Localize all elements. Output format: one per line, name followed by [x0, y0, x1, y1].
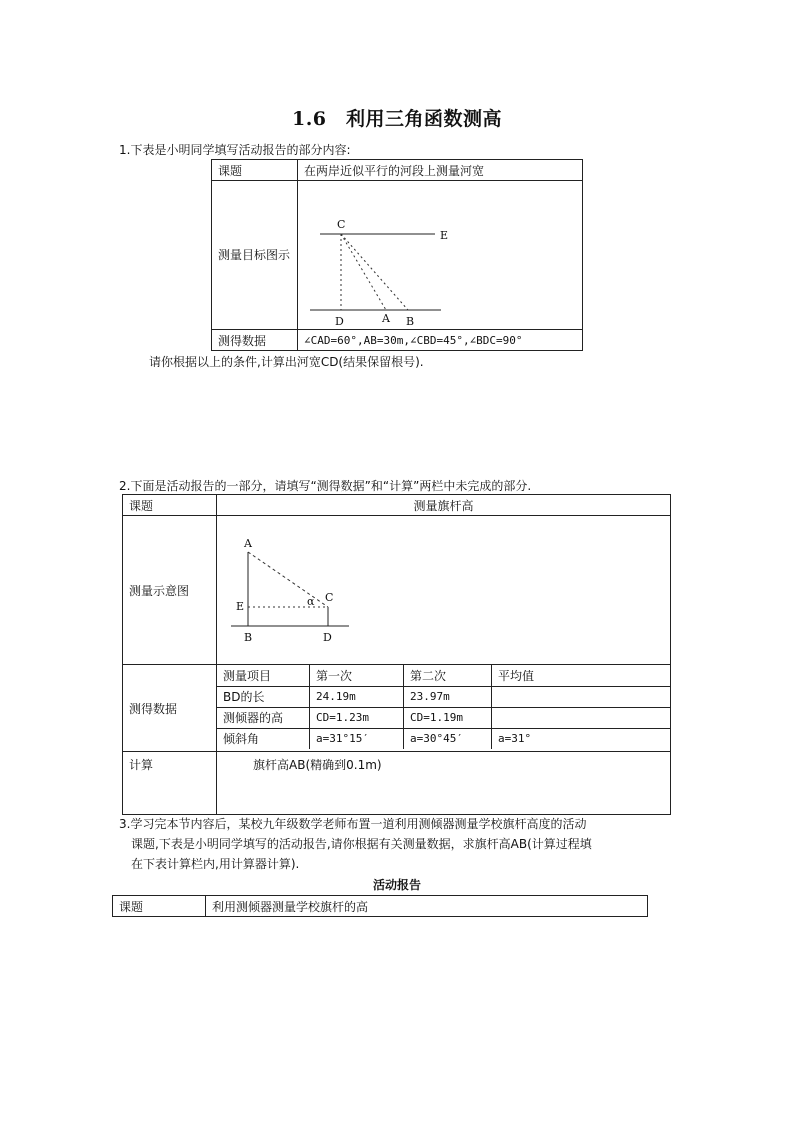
q2-row-height-average: [492, 707, 671, 728]
q2-header-average: 平均值: [492, 665, 671, 686]
q1-point-d: D: [335, 315, 344, 326]
q2-row-bd-first: 24.19m: [310, 686, 404, 707]
q2-row-bd-average: [492, 686, 671, 707]
q2-calc-label: 计算: [123, 752, 217, 815]
q1-point-e: E: [440, 229, 449, 242]
q2-data-table: [217, 665, 670, 749]
q2-row-angle-average: a=31°: [492, 728, 671, 749]
q2-line-ac: [248, 552, 328, 607]
q2-row-bd-label: BD的长: [217, 686, 310, 707]
q3-report-title: 活动报告: [372, 878, 421, 892]
q2-point-e: E: [236, 600, 245, 613]
q2-prompt: 2.下面是活动报告的一部分，请填写“测得数据”和“计算”两栏中未完成的部分.: [119, 479, 532, 493]
q1-point-a: A: [382, 312, 390, 325]
q1-question: 请你根据以上的条件,计算出河宽CD(结果保留根号).: [149, 355, 424, 369]
q2-row-bd-second: 23.97m: [404, 686, 492, 707]
q2-row-angle-label: 倾斜角: [217, 728, 310, 749]
q2-header-second: 第二次: [404, 665, 492, 686]
q3-topic-label: 课题: [113, 896, 206, 917]
q2-row-angle-first: a=31°15′: [310, 728, 404, 749]
q1-diagram-cell: [298, 181, 583, 330]
q2-angle-alpha: α: [307, 595, 315, 608]
q2-point-b: B: [244, 631, 253, 644]
q2-diagram-label: 测量示意图: [123, 516, 217, 665]
q2-row-height-second: CD=1.19m: [404, 707, 492, 728]
q1-data-value: ∠CAD=60°,AB=30m,∠CBD=45°,∠BDC=90°: [298, 330, 583, 351]
q1-line-ca: [341, 234, 386, 310]
q2-header-item: 测量项目: [217, 665, 310, 686]
q2-flagpole-diagram: [217, 516, 517, 661]
q1-diagram-label: 测量目标图示: [212, 181, 298, 330]
q1-point-b: B: [406, 315, 415, 326]
q2-point-a: A: [244, 537, 252, 550]
q1-table: [211, 159, 583, 351]
q2-calc-value: 旗杆高AB(精确到0.1m): [217, 752, 671, 815]
q3-table: [112, 895, 648, 917]
q3-topic-value: 利用测倾器测量学校旗杆的高: [206, 896, 648, 917]
q2-point-c: C: [325, 591, 334, 604]
q2-table: [122, 494, 671, 815]
q2-row-height-first: CD=1.23m: [310, 707, 404, 728]
q1-topic-value: 在两岸近似平行的河段上测量河宽: [298, 160, 583, 181]
q2-diagram-cell: [217, 516, 671, 665]
q1-line-cb: [341, 234, 408, 310]
q3-prompt-line3: 在下表计算栏内,用计算器计算).: [131, 857, 300, 871]
q3-prompt-line2: 课题,下表是小明同学填写的活动报告,请你根据有关测量数据，求旗杆高AB(计算过程填: [131, 837, 592, 851]
q1-prompt: 1.下表是小明同学填写活动报告的部分内容:: [119, 143, 351, 157]
q1-point-c: C: [337, 218, 346, 231]
q2-topic-label: 课题: [123, 495, 217, 516]
q2-row-height-label: 测倾器的高: [217, 707, 310, 728]
q2-data-label: 测得数据: [123, 665, 217, 752]
page-title: 1.6 利用三角函数测高: [291, 108, 503, 130]
q2-row-angle-second: a=30°45′: [404, 728, 492, 749]
q1-river-diagram: [298, 181, 582, 326]
q3-prompt-line1: 3.学习完本节内容后，某校九年级数学老师布置一道利用测倾器测量学校旗杆高度的活动: [119, 817, 587, 831]
q2-data-cell: [217, 665, 671, 752]
q1-topic-label: 课题: [212, 160, 298, 181]
q2-point-d: D: [323, 631, 332, 644]
q2-header-first: 第一次: [310, 665, 404, 686]
q2-topic-value: 测量旗杆高: [217, 495, 671, 516]
q1-data-label: 测得数据: [212, 330, 298, 351]
